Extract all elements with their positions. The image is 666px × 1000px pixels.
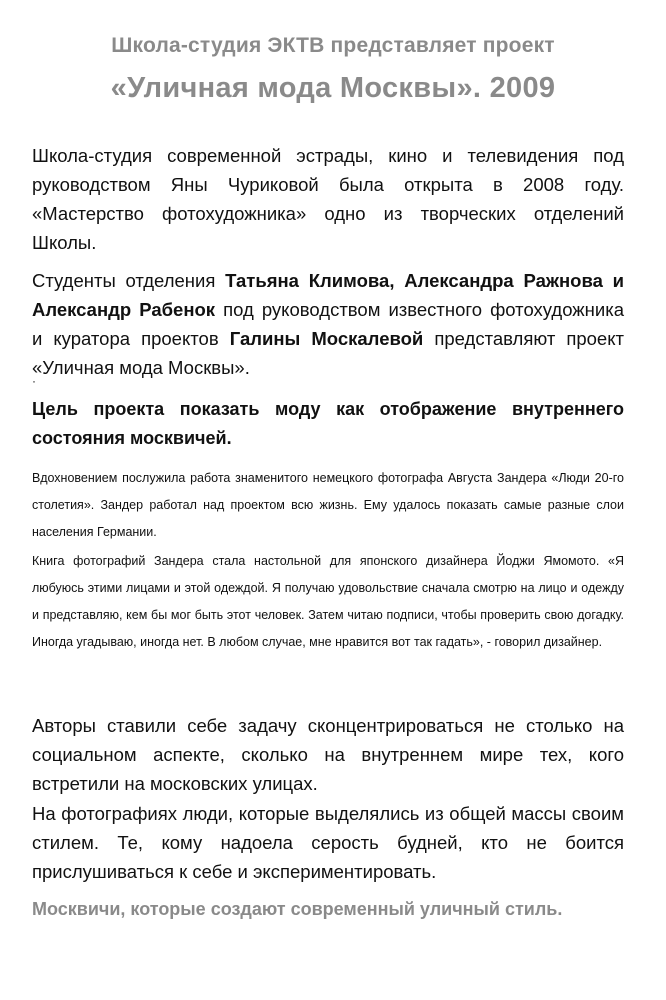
intro-paragraph: Школа-студия современной эстрады, кино и телевидения под руководством Яны Чуриковой была открыта в 2008 году. «Мастерство фотохудожника» одно из творческих отделений Школы. <box>32 145 624 253</box>
inspiration-paragraph-2: Книга фотографий Зандера стала настольной для японского дизайнера Йоджи Ямомото. «Я любуюсь этими лицами и этой одеждой. Я получаю удовольствие сначала смотрю на лицо и одежду и представляю, кем бы мог быть этот человек. Затем читаю подписи, чтобы проверить свою догадку. Иногда угадываю, иногда нет. В любом случае, мне нравится вот так гадать», - говорил дизайнер. <box>32 554 624 649</box>
page-title-line1: Школа-студия ЭКТВ представляет проект <box>111 34 555 57</box>
students-text-2: под руководством известного фотохудожника и куратора проектов <box>32 299 625 349</box>
student-names: Татьяна Климова, Александра Ражнова и Александр Рабенок <box>32 270 625 320</box>
authors-paragraph-2: На фотографиях люди, которые выделялись из общей массы своим стилем. Те, кому надоела серость будней, кто не боится прислушиваться к себе и экспериментировать. <box>32 803 624 882</box>
students-text-3: представляют проект «Уличная мода Москвы». <box>32 328 624 378</box>
closing-statement: Москвичи, которые создают современный уличный стиль. <box>32 899 563 919</box>
separator-dot: · <box>32 374 36 388</box>
authors-paragraph-1: Авторы ставили себе задачу сконцентрироваться не столько на социальном аспекте, сколько на внутреннем мире тех, кого встретили на московских улицах. <box>32 715 624 794</box>
students-paragraph <box>32 266 624 382</box>
inspiration-paragraph-1: Вдохновением послужила работа знаменитого немецкого фотографа Августа Зандера «Люди 20-го столетия». Зандер работал над проектом всю жизнь. Ему удалось показать самые разные слои населения Германии. <box>32 471 624 539</box>
goal-statement: Цель проекта показать моду как отображение внутреннего состояния москвичей. <box>32 399 624 448</box>
students-text-1: Студенты отделения <box>32 270 226 291</box>
curator-name: Галины Москалевой <box>229 328 424 349</box>
page-title-line2: «Уличная мода Москвы». 2009 <box>110 72 556 104</box>
